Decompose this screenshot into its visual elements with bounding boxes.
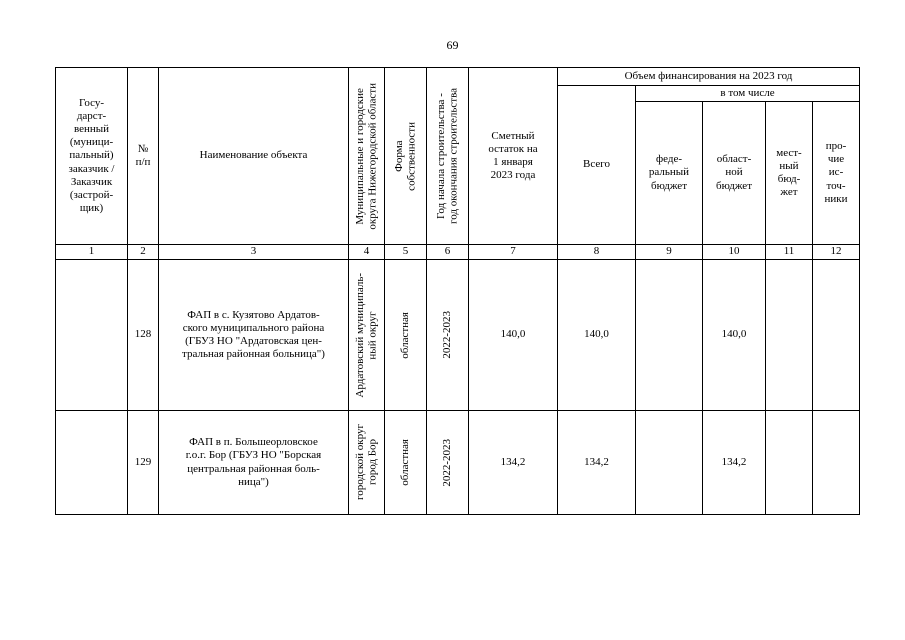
column-numbers-row [56, 245, 860, 260]
cell-ownership: областная [385, 260, 427, 411]
cell-years: 2022-2023 [427, 260, 469, 411]
cell-estimate: 134,2 [469, 411, 558, 515]
header-federal: феде- ральный бюджет [636, 102, 703, 245]
cell-number: 129 [128, 411, 159, 515]
cell-object-name: ФАП в п. Большеорловское г.о.г. Бор (ГБУЗ НО "Борская центральная районная боль- ница") [159, 411, 349, 515]
header-object-name: Наименование объекта [159, 68, 349, 245]
cell-years: 2022-2023 [427, 411, 469, 515]
cell-customer [56, 260, 128, 411]
column-number: 11 [766, 245, 813, 260]
cell-regional: 134,2 [703, 411, 766, 515]
column-number: 4 [349, 245, 385, 260]
header-years: Год начала строительства - год окончания строительства [427, 68, 469, 245]
header-including: в том числе [636, 86, 860, 102]
cell-total: 134,2 [558, 411, 636, 515]
cell-regional: 140,0 [703, 260, 766, 411]
column-number: 6 [427, 245, 469, 260]
cell-other [813, 260, 860, 411]
column-number: 8 [558, 245, 636, 260]
cell-local [766, 411, 813, 515]
header-financing: Объем финансирования на 2023 год [558, 68, 860, 86]
cell-federal [636, 411, 703, 515]
cell-customer [56, 411, 128, 515]
column-number: 3 [159, 245, 349, 260]
header-estimate: Сметный остаток на 1 января 2023 года [469, 68, 558, 245]
page-number: 69 [446, 38, 459, 52]
column-number: 9 [636, 245, 703, 260]
header-regional: област- ной бюджет [703, 102, 766, 245]
column-number: 10 [703, 245, 766, 260]
column-number: 12 [813, 245, 860, 260]
cell-district: Ардатовский муниципаль- ный округ [349, 260, 385, 411]
header-district: Муниципальные и городские округа Нижегородской области [349, 68, 385, 245]
cell-total: 140,0 [558, 260, 636, 411]
header-number: № п/п [128, 68, 159, 245]
column-number: 5 [385, 245, 427, 260]
column-number: 7 [469, 245, 558, 260]
cell-number: 128 [128, 260, 159, 411]
header-local: мест- ный бюд- жет [766, 102, 813, 245]
cell-local [766, 260, 813, 411]
column-number: 2 [128, 245, 159, 260]
column-number: 1 [56, 245, 128, 260]
table-row [56, 260, 860, 411]
cell-ownership: областная [385, 411, 427, 515]
financing-table [55, 67, 860, 515]
cell-other [813, 411, 860, 515]
table-row [56, 411, 860, 515]
cell-object-name: ФАП в с. Кузятово Ардатов- ского муниципального района (ГБУЗ НО "Ардатовская цен- тральная районная больница") [159, 260, 349, 411]
cell-federal [636, 260, 703, 411]
header-total: Всего [558, 86, 636, 245]
header-customer: Госу- дарст- венный (муници- пальный) заказчик / Заказчик (застрой- щик) [56, 68, 128, 245]
cell-estimate: 140,0 [469, 260, 558, 411]
header-other: про- чие ис- точ- ники [813, 102, 860, 245]
header-ownership: Форма собственности [385, 68, 427, 245]
cell-district: городской округ город Бор [349, 411, 385, 515]
